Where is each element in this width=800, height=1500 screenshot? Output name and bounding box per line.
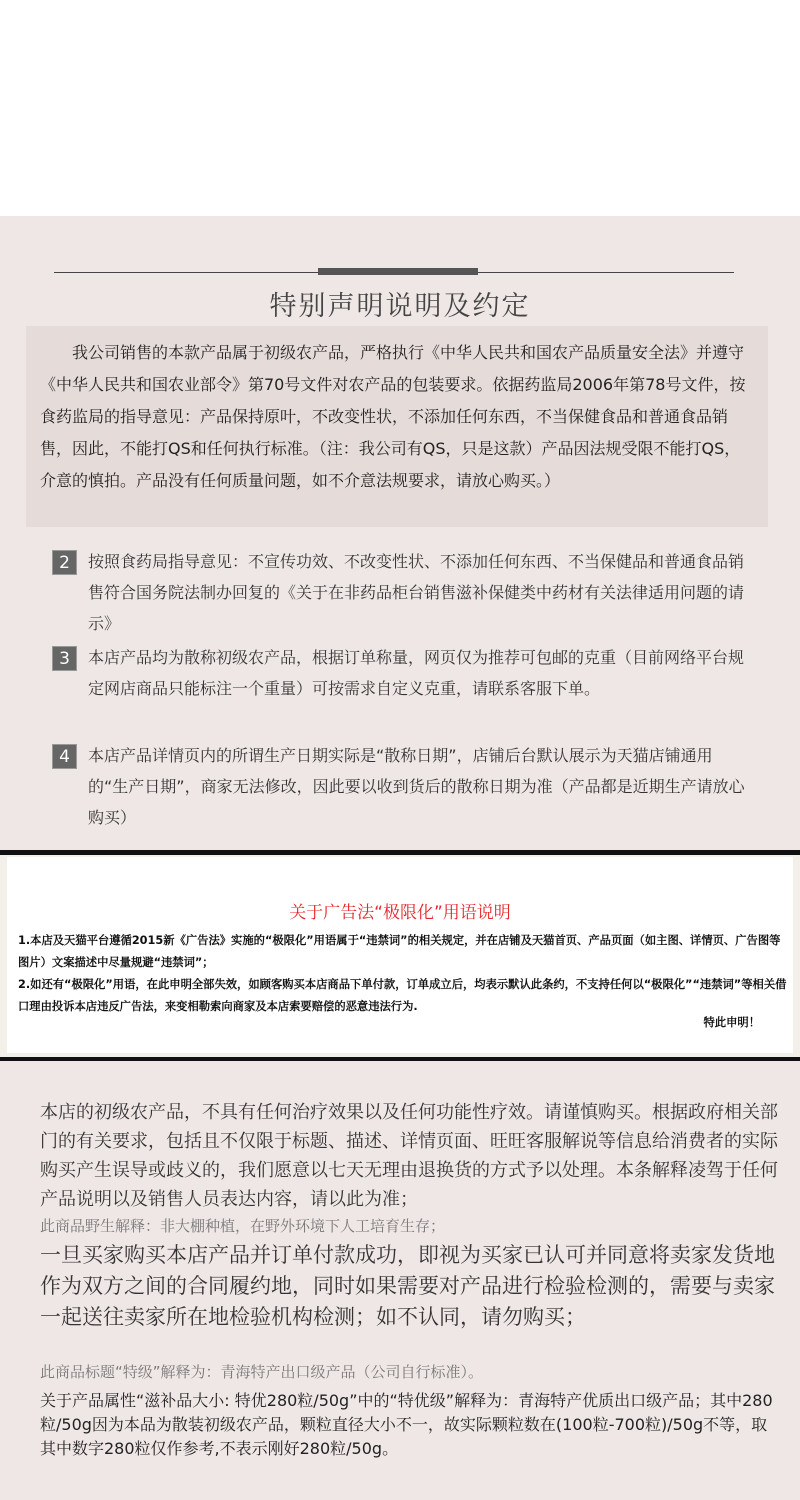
ad-law-signature: 特此申明！ bbox=[703, 1016, 760, 1029]
ad-law-title: 关于广告法“极限化”用语说明 bbox=[289, 903, 511, 923]
blank-area bbox=[0, 0, 800, 216]
intro-paragraph: 我公司销售的本款产品属于初级农产品，严格执行《中华人民共和国农产品质量安全法》并遵守《中华人民共和国农业部令》第70号文件对农产品的包装要求。依据药监局2006年第78号文件，按食药监局的指导意见：产品保持原叶，不改变性状，不添加任何东西，不当保健食品和普通食品销售，因此，不能打QS和任何执行标准。（注：我公司有QS，只是这款）产品因法规受限不能打QS，介意的慎拍。产品没有任何质量问题，如不介意法规要求，请放心购买。） bbox=[40, 343, 746, 490]
item-number-badge: 4 bbox=[52, 744, 77, 769]
title-rule-bar bbox=[318, 268, 478, 275]
contract-paragraph: 一旦买家购买本店产品并订单付款成功，即视为买家已认可并同意将卖家发货地作为双方之间的合同履约地，同时如果需要对产品进行检验检测的，需要与卖家一起送往卖家所在地检验机构检测；如不认同，请勿购买； bbox=[40, 1243, 775, 1329]
disclaimer-paragraph: 本店的初级农产品，不具有任何治疗效果以及任何功能性疗效。请谨慎购买。根据政府相关部门的有关要求，包括且不仅限于标题、描述、详情页面、旺旺客服解说等信息给消费者的实际购买产生误导或歧义的，我们愿意以七天无理由退换货的方式予以处理。本条解释凌驾于任何产品说明以及销售人员表达内容，请以此为准； bbox=[40, 1102, 778, 1210]
section-title: 特别声明说明及约定 bbox=[269, 291, 531, 322]
item-number-badge: 3 bbox=[52, 646, 77, 671]
ad-law-paragraph: 2.如还有“极限化”用语，在此申明全部失效，如顾客购买本店商品下单付款，订单成立后，均表示默认此条约，不支持任何以“极限化”“违禁词”等相关借口理由投诉本店违反广告法，来变相勒索向商家及本店索要赔偿的恶意违法行为. bbox=[18, 978, 787, 1013]
item-text: 本店产品详情页内的所谓生产日期实际是“散称日期”，店铺后台默认展示为天猫店铺通用的“生产日期”，商家无法修改，因此要以收到货后的散称日期为准（产品都是近期生产请放心购买） bbox=[88, 746, 745, 827]
grade-note: 此商品标题“特级”解释为：青海特产出口级产品（公司自行标准）。 bbox=[40, 1363, 484, 1381]
item-text: 按照食药局指导意见：不宣传功效、不改变性状、不添加任何东西、不当保健品和普通食品销售符合国务院法制办回复的《关于在非药品柜台销售滋补保健类中药材有关法律适用问题的请示》 bbox=[88, 552, 745, 633]
item-text: 本店产品均为散称初级农产品，根据订单称量，网页仅为推荐可包邮的克重（目前网络平台规定网店商品只能标注一个重量）可按需求自定义克重，请联系客服下单。 bbox=[88, 648, 745, 698]
wild-note: 此商品野生解释：非大棚种植，在野外环境下人工培育生存； bbox=[40, 1217, 446, 1235]
item-number-badge: 2 bbox=[52, 550, 77, 575]
size-note: 关于产品属性“滋补品大小: 特优280粒/50g”中的“特优级”解释为：青海特产优质出口级产品；其中280粒/50g因为本品为散装初级农产品，颗粒直径大小不一，故实际颗粒数在(100粒-700粒)/50g不等，取其中数字280粒仅作参考,不表示刚好280粒/50g。 bbox=[40, 1391, 773, 1458]
ad-law-paragraph: 1.本店及天猫平台遵循2015新《广告法》实施的“极限化”用语属于“违禁词”的相关规定，并在店铺及天猫首页、产品页面（如主图、详情页、广告图等图片）文案描述中尽量规避“违禁词”； bbox=[18, 934, 781, 969]
